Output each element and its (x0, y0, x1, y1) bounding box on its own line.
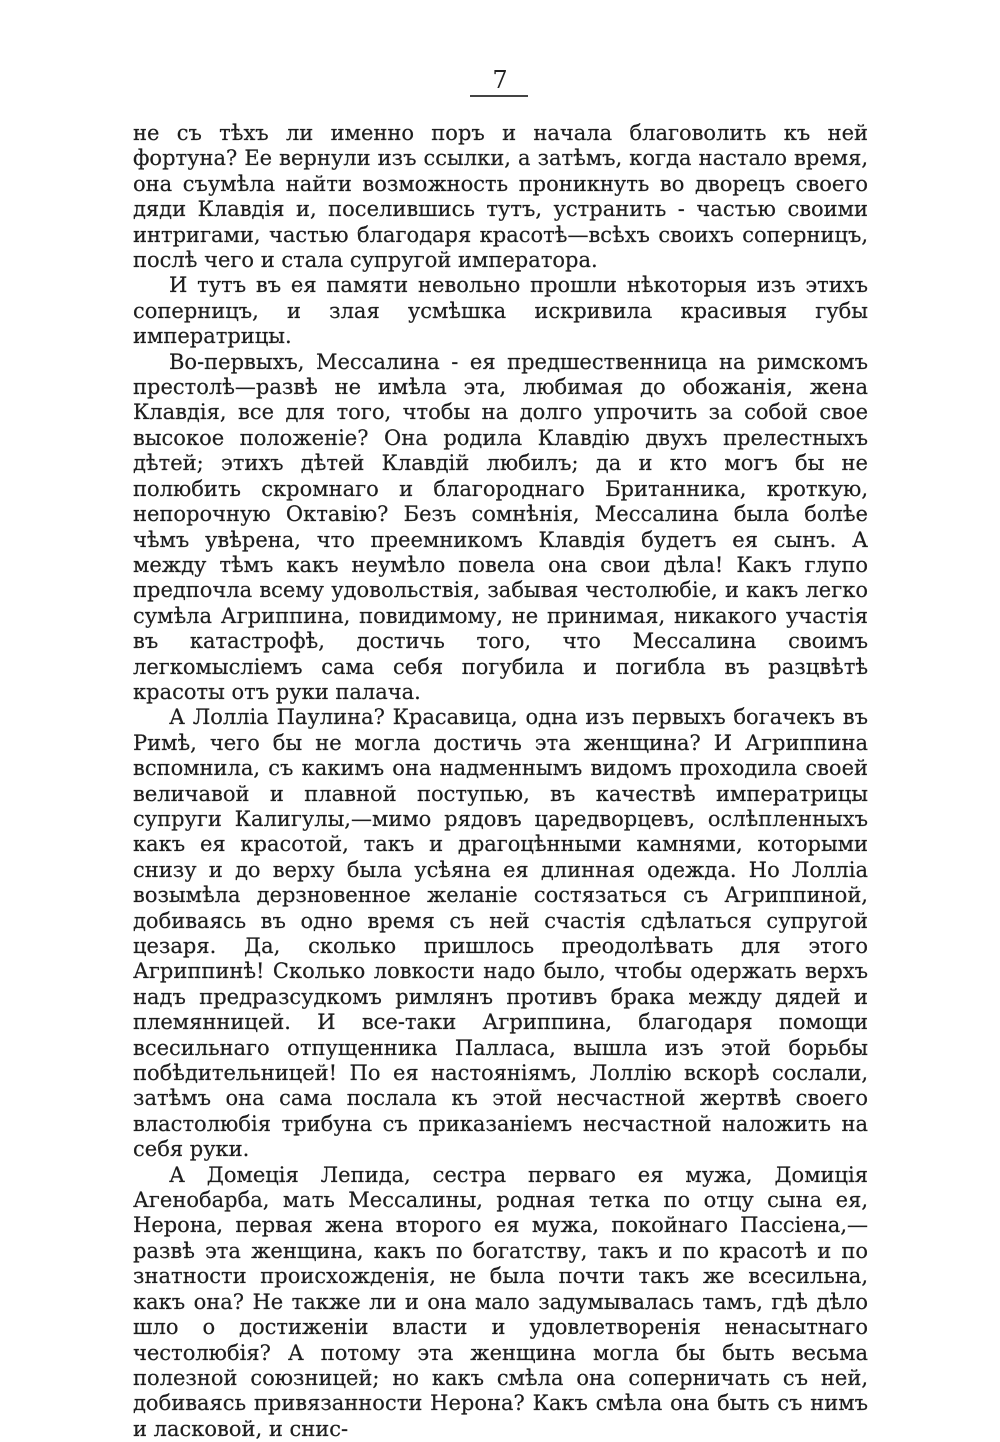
page-number: 7 (492, 66, 508, 94)
paragraph: А Лолліа Паулина? Красавица, одна изъ первыхъ богачекъ въ Римѣ, чего бы не могла достичь эта женщина? И Агриппина вспомнила, съ какимъ она надменнымъ видомъ проходила своей величавой и плавной поступью, въ качествѣ императрицы супруги Калигулы,—мимо рядовъ царедворцевъ, ослѣпленныхъ какъ ея красотой, такъ и драгоцѣнными камнями, которыми снизу и до верху была усѣяна ея длинная одежда. Но Лолліа возымѣла дерзновенное желаніе состязаться съ Агриппиной, добиваясь въ одно время съ ней счастія сдѣлаться супругой цезаря. Да, сколько пришлось преодолѣвать для этого Агриппинѣ! Сколько ловкости надо было, чтобы одержать верхъ надъ предразсудкомъ римлянъ противъ брака между дядей и племянницей. И все-таки Агриппина, благодаря помощи всесильнаго отпущенника Палласа, вышла изъ этой борьбы побѣдительницей! По ея настояніямъ, Лоллію вскорѣ сослали, затѣмъ она сама послала къ этой несчастной жертвѣ своего властолюбія трибуна съ приказаніемъ несчастной наложить на себя руки. (133, 705, 868, 1162)
paragraph: не съ тѣхъ ли именно поръ и начала благоволить къ ней фортуна? Ее вернули изъ ссылки, а затѣмъ, когда настало время, она съумѣла найти возможность проникнуть во дворецъ своего дяди Клавдія и, поселившись тутъ, устранить - частью своими интригами, частью благодаря красотѣ—всѣхъ своихъ соперницъ, послѣ чего и стала супругой императора. (133, 121, 868, 273)
paragraph: И тутъ въ ея памяти невольно прошли нѣкоторыя изъ этихъ соперницъ, и злая усмѣшка искривила красивыя губы императрицы. (133, 273, 868, 349)
paragraph: Во-первыхъ, Мессалина - ея предшественница на римскомъ престолѣ—развѣ не имѣла эта, любимая до обожанія, жена Клавдія, все для того, чтобы на долго упрочить за собой свое высокое положеніе? Она родила Клавдію двухъ прелестныхъ дѣтей; этихъ дѣтей Клавдій любилъ; да и кто могъ бы не полюбить скромнаго и благороднаго Британника, кроткую, непорочную Октавію? Безъ сомнѣнія, Мессалина была болѣе чѣмъ увѣрена, что преемникомъ Клавдія будетъ ея сынъ. А между тѣмъ какъ неумѣло повела она свои дѣла! Какъ глупо предпочла всему удовольствія, забывая честолюбіе, и какъ легко сумѣла Агриппина, повидимому, не принимая, никакого участія въ катастрофѣ, достичь того, что Мессалина своимъ легкомысліемъ сама себя погубила и погибла въ разцвѣтѣ красоты отъ руки палача. (133, 349, 868, 704)
body-text (133, 121, 868, 1442)
paragraph: А Домеція Лепида, сестра перваго ея мужа, Домиція Агенобарба, мать Мессалины, родная тетка по отцу сына ея, Нерона, первая жена второго ея мужа, покойнаго Пассіена,—развѣ эта женщина, какъ по богатству, такъ и по красотѣ и по знатности происхожденія, не была почти такъ же всесильна, какъ она? Не также ли и она мало задумывалась тамъ, гдѣ дѣло шло о достиженіи власти и удовлетворенія ненасытнаго честолюбія? А потому эта женщина могла бы быть весьма полезной союзницей; но какъ смѣла она соперничать съ ней, добиваясь привязанности Нерона? Какъ смѣла она быть съ нимъ и ласковой, и снис- (133, 1162, 868, 1441)
page-number-rule (470, 95, 528, 97)
